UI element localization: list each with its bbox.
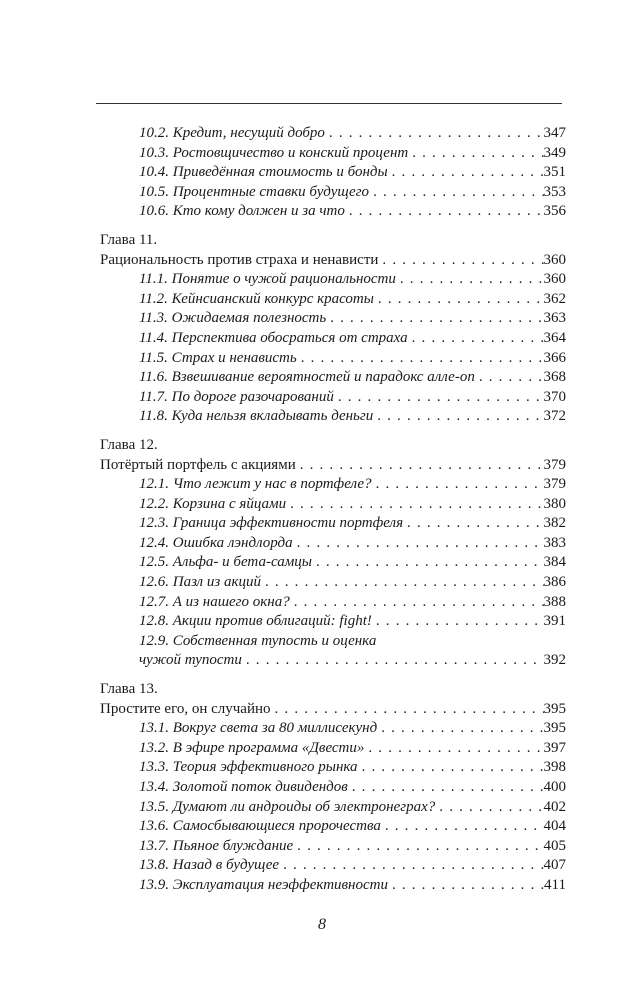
toc-entry: 10.2. Кредит, несущий добро . . . 347 [100,124,566,144]
toc-entry: 13.6. Самосбывающиеся пророчества . . . 404 [100,817,566,837]
toc-entry: 12.6. Пазл из акций . . . 386 [100,573,566,593]
toc-entry: 12.8. Акции против облигаций: fight! . . . 391 [100,612,566,632]
toc-entry: 10.3. Ростовщичество и конский процент . . . 349 [100,144,566,164]
toc-entry: 11.3. Ожидаемая полезность . . . 363 [100,309,566,329]
toc-entry: 10.6. Кто кому должен и за что . . . 356 [100,202,566,222]
page-number: 8 [318,916,326,933]
toc-entry: 11.7. По дороге разочарований . . . 370 [100,388,566,408]
chapter-label: Глава 11. [100,231,158,248]
toc-entry: 13.4. Золотой поток дивидендов . . . 400 [100,778,566,798]
toc-entry: 12.1. Что лежит у нас в портфеле? . . . 379 [100,475,566,495]
chapter-title: Рациональность против страха и ненависти . . . 360 [100,251,566,271]
toc-entry: 11.4. Перспектива обосраться от страха . . . 364 [100,329,566,349]
toc-entry: 11.6. Взвешивание вероятностей и парадокс алле-оп . . . 368 [100,368,566,388]
toc-entry: 13.3. Теория эффективного рынка . . . 398 [100,758,566,778]
toc-entry: 12.9. Собственная тупость и оценка [139,632,377,649]
header-rule [96,103,562,104]
toc-entry: 12.7. А из нашего окна? . . . 388 [100,593,566,613]
toc-entry: 13.8. Назад в будущее . . . 407 [100,856,566,876]
chapter-title: Простите его, он случайно . . . 395 [100,700,566,720]
toc-entry: 11.8. Куда нельзя вкладывать деньги . . . 372 [100,407,566,427]
toc-entry: 11.5. Страх и ненависть . . . 366 [100,349,566,369]
toc-entry: 13.7. Пьяное блуждание . . . 405 [100,837,566,857]
chapter-title: Потёртый портфель с акциями . . . 379 [100,456,566,476]
toc-entry: 13.2. В эфире программа «Двести» . . . 397 [100,739,566,759]
toc-entry: 12.5. Альфа- и бета-самцы . . . 384 [100,553,566,573]
toc-entry: 12.4. Ошибка лэндлорда . . . 383 [100,534,566,554]
toc-entry: 10.4. Приведённая стоимость и бонды . . . 351 [100,163,566,183]
toc-entry: 12.2. Корзина с яйцами . . . 380 [100,495,566,515]
chapter-label: Глава 12. [100,436,158,453]
toc-entry: 13.9. Эксплуатация неэффективности . . . 411 [100,876,566,896]
toc-entry: 13.1. Вокруг света за 80 миллисекунд . . . 395 [100,719,566,739]
toc-entry: 12.3. Граница эффективности портфеля . . . 382 [100,514,566,534]
toc-entry: 11.2. Кейнсианский конкурс красоты . . . 362 [100,290,566,310]
chapter-label: Глава 13. [100,681,158,698]
toc-entry: 10.5. Процентные ставки будущего . . . 353 [100,183,566,203]
toc-entry-continued: чужой тупости . . . 392 [100,651,566,671]
toc-entry: 11.1. Понятие о чужой рациональности . . . 360 [100,270,566,290]
table-of-contents [100,124,566,896]
toc-entry: 13.5. Думают ли андроиды об электронеграх? . . . 402 [100,798,566,818]
